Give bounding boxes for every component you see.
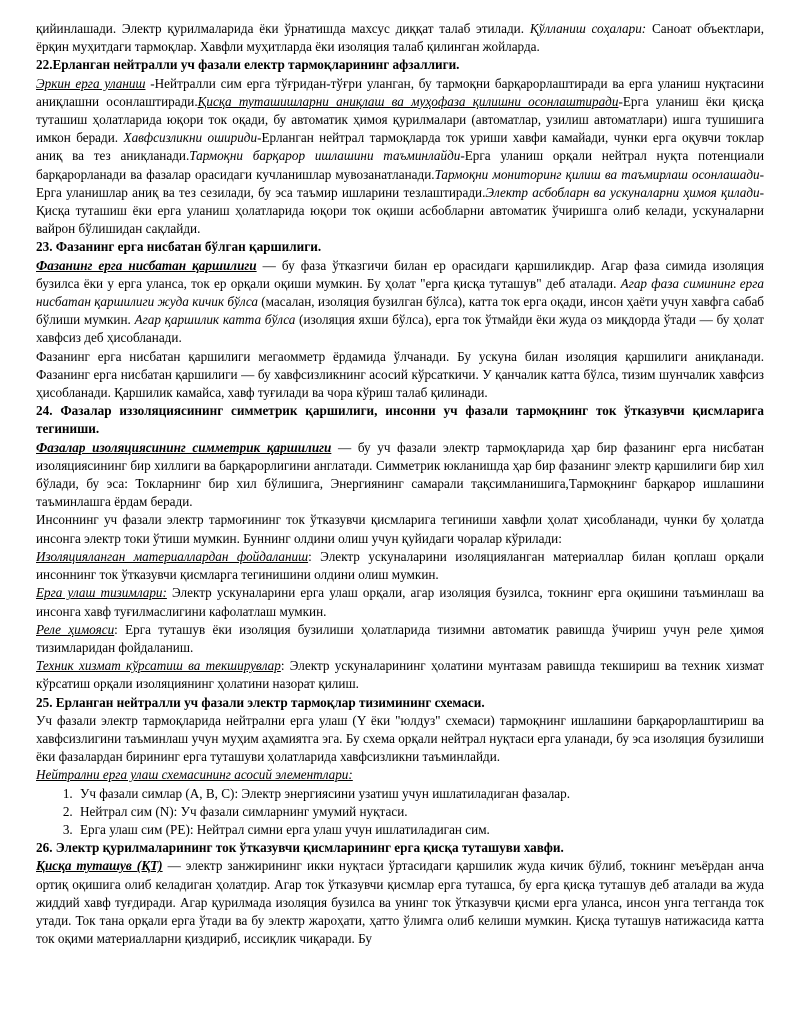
text-run: Электр ускуналарини ерга улаш орқали, агар изоляция бузилса, токнинг ерга оқишини таъминлаш ва инсонга хавф туғилмаслигини кафолатлаш мумкин. xyxy=(36,585,764,619)
section-24-item-1 xyxy=(36,548,764,584)
text-run: Саноат объектлари, ёрқин муҳитдаги тармоқлар. Хавфли муҳитларда ёки изоляция талаб қилинган жойларда. xyxy=(36,21,764,55)
section-24-paragraph-2: Инсоннинг уч фазали электр тармоғининг ток ўтказувчи қисмларига тегиниши хавфли ҳолат ҳисобланади, чунки бу ҳолатда инсонга электр токи ўтиши мумкин. Буннинг олдини олиш учун қуйидаги чоралар кўрилади: xyxy=(36,512,764,546)
term-text: Хавфсизликни ошириди xyxy=(123,130,258,146)
section-23-paragraph-2: Фазанинг ерга нисбатан қаршилиги мегаомметр ёрдамида ўлчанади. Бу ускуна билан изоляция қаршилиги аниқланади. Фазанинг ерга нисбатан қаршилиги — бу хавфсизликнинг асосий кўрсаткичи. У қанчалик катта бўлса, тизим шунчалик хавфсиз ҳисобланади. Қаршилик камайса, хавф туғилади ва чора кўриш талаб қилинади. xyxy=(36,348,764,401)
section-22-heading: 22.Ерланган нейтралли уч фазали електр тармоқларининг афзаллиги. xyxy=(36,57,460,73)
section-24-paragraph-1 xyxy=(36,439,764,512)
section-26-paragraph xyxy=(36,857,764,948)
section-25-subtitle: Нейтрални ерга улаш схемасининг асосий элементлари: xyxy=(36,767,353,783)
term-text: Ерга улаш тизимлари: xyxy=(36,585,167,601)
text-run: : Электр ускуналарининг ҳолатини мунтазам равишда текшириш ва техник хизмат кўрсатиш орқали изоляциянинг ҳолатини назорат қилиш. xyxy=(36,658,764,692)
text-run: : Электр ускуналарини изоляцияланган материаллар билан қоплаш орқали инсоннинг ток ўтказувчи қисмларга тегинишини олдини олиш мумкин. xyxy=(36,548,764,583)
section-23-paragraph-1 xyxy=(36,257,764,348)
list-item: 2. Нейтрал сим (N): Уч фазали симларнинг умумий нуқтаси. xyxy=(76,803,764,821)
term-text: Қисқа туташишларни аниқлаш ва муҳофаза қилишни осонлаштиради xyxy=(197,93,619,109)
text-run: — бу уч фазали электр тармоқларида ҳар бир фазанинг ерга нисбатан изоляциясининг бир хиллиги ва барқарорлигини англатади. Симметрик юкланишда ҳар бир фазанинг электр қаршилиги бир хил бўлади, бу эса: Токларнинг бир хил бўлишига, Энергиянинг самарали тақсимланишига,Тармоқнинг барқарор ишлашини таъминлашга ёрдам беради. xyxy=(36,439,764,510)
text-run: -Ерга уланиш ёки қисқа туташиш ҳолатларида юқори ток оқади, бу автоматик ҳимоя қурилмалари (автоматлар, узилиш автоматлари) ишга тушишига имкон беради. xyxy=(36,93,764,146)
term-text: Электр асбобларн ва ускуналарни ҳимоя қилади xyxy=(485,184,760,200)
section-24-item-3 xyxy=(36,621,764,657)
section-26-heading: 26. Электр қурилмаларининг ток ўтказувчи қисмларининг ерга қисқа туташуви хавфи. xyxy=(36,840,564,856)
term-text: Техник хизмат кўрсатиш ва текширувлар xyxy=(36,658,281,674)
emphasis-text: Қўлланиш соҳалари: xyxy=(529,21,647,36)
term-text: Қисқа туташув (ҚТ) xyxy=(36,858,163,874)
elements-list xyxy=(36,785,764,840)
term-text: Фазанинг ерга нисбатан қаршилиги xyxy=(36,257,257,273)
section-25-heading: 25. Ерланган нейтралли уч фазали электр тармоқлар тизимининг схемаси. xyxy=(36,694,485,710)
section-23-heading: 23. Фазанинг ерга нисбатан бўлган қаршилиги. xyxy=(36,239,322,255)
term-text: Реле ҳимояси xyxy=(36,621,115,637)
term-text: Фазалар изоляциясининг симметрик қаршилиги xyxy=(36,439,332,455)
section-22-paragraph xyxy=(36,75,764,239)
text-run: қийинлашади. Электр қурилмаларида ёки ўрнатишда махсус диққат талаб этилади. xyxy=(36,21,530,36)
term-text: Тармоқни мониторинг қилиш ва таъмирлаш осонлашади xyxy=(434,166,760,182)
text-run: — электр занжирининг икки нуқтаси ўртасидаги қаршилик жуда кичик бўлиб, токнинг меъёрдан анча ортиқ оқишига олиб келадиган ҳолатдир. Агар ток ўтказувчи қисмлар ерга туташса, бу ерга қисқа туташув деб аталади ва жуда жиддий хавф туғдиради. Агар қурилмада изоляция бузилса ва унинг ток ўтказувчи қисми ерга уланса, инсон унга тегганда ток утади. Ток тана орқали ерга ўтади ва бу электр жароҳати, ҳатто ўлимга олиб келиши мумкин. Қисқа туташув натижасида катта ток оқими материалларни қиздириб, иссиқлик чиқаради. Бу xyxy=(36,858,764,947)
section-24-item-4 xyxy=(36,657,764,693)
term-text: Тармоқни барқарор ишлашини таъминлайди xyxy=(189,148,461,164)
emphasis-text: Агар фаза симининг ерга нисбатан қаршилиги жуда кичик бўлса xyxy=(36,275,764,310)
section-25-paragraph: Уч фазали электр тармоқларида нейтрални ерга улаш (Y ёки "юлдуз" схемаси) тармоқнинг ишлашини барқарорлаштириш ва хавфсизлигини таъминлаш учун муҳим аҳамиятга эга. Бу схема орқали нейтрал нуқтаси ерга уланади, бу эса изоляция бузилиши ёки фазалардан бирининг ерга туташуви ҳолатларида хавфсизликни таъминлайди. xyxy=(36,712,764,765)
emphasis-text: Агар қаршилик катта бўлса xyxy=(134,312,296,328)
text-run: -Ерланган нейтрал тармоқларда ток уриши хавфи камайади, чунки ерга оқувчи токлар аниқ ва тез аниқланади. xyxy=(36,130,764,164)
text-run: (изоляция яхши бўлса), ерга ток ўтмайди ёки жуда оз миқдорда ўтади — бу ҳолат хавфсиз деб ҳисобланади. xyxy=(36,312,764,346)
text-run: -Қисқа туташиш ёки ерга уланиш ҳолатларида юқори ток оқиши асбобларни автоматик ўчиришга олиб келади, ускуналарни вайрон бўлишидан сақлайди. xyxy=(36,184,764,237)
list-item: 1. Уч фазали симлар (A, B, C): Электр энергиясини узатиш учун ишлатиладиган фазалар. xyxy=(76,785,764,803)
text-run: — бу фаза ўтказгичи билан ер орасидаги қаршиликдир. Агар фаза симида изоляция бузилса ёки у ерга уланса, ток ер орқали оқиши мумкин. Бу ҳолат "ерга қисқа туташув" деб аталади. xyxy=(36,257,764,291)
term-text: Эркин ерга уланиш xyxy=(36,75,146,91)
text-run: (масалан, изоляция бузилган бўлса), катта ток ерга оқади, инсон ҳаёти учун хавфга сабаб бўлиши мумкин. xyxy=(36,294,765,328)
term-text: Изоляцияланган материаллардан фойдаланиш xyxy=(36,548,309,564)
intro-paragraph xyxy=(36,20,764,56)
text-run: -Нейтралли сим ерга тўғридан-тўғри уланган, бу тармоқни барқарорлаштиради ва ерга уланиш нуқтасини аниқлашни осонлаштиради. xyxy=(36,75,764,109)
text-run: -Ерга уланишлар аниқ ва тез сезилади, бу эса таъмир ишларини тезлаштиради. xyxy=(36,166,764,200)
section-24-heading: 24. Фазалар иззоляциясининг симметрик қаршилиги, инсонни уч фазали тармоқнинг ток ўтказувчи қисмларига тегиниши. xyxy=(36,403,764,437)
text-run: -Ерга уланиш орқали нейтрал нуқта потенциали барқарорланади ва фазалар орасидаги кучланишлар мувозанатланади. xyxy=(36,148,765,182)
list-item: 3. Ерга улаш сим (PE): Нейтрал симни ерга улаш учун ишлатиладиган сим. xyxy=(76,821,764,839)
text-run: : Ерга туташув ёки изоляция бузилиши ҳолатларида тизимни автоматик равишда ўчириш учун реле ҳимоя тизимларидан фойдаланиш. xyxy=(36,621,764,655)
section-24-item-2 xyxy=(36,584,764,620)
